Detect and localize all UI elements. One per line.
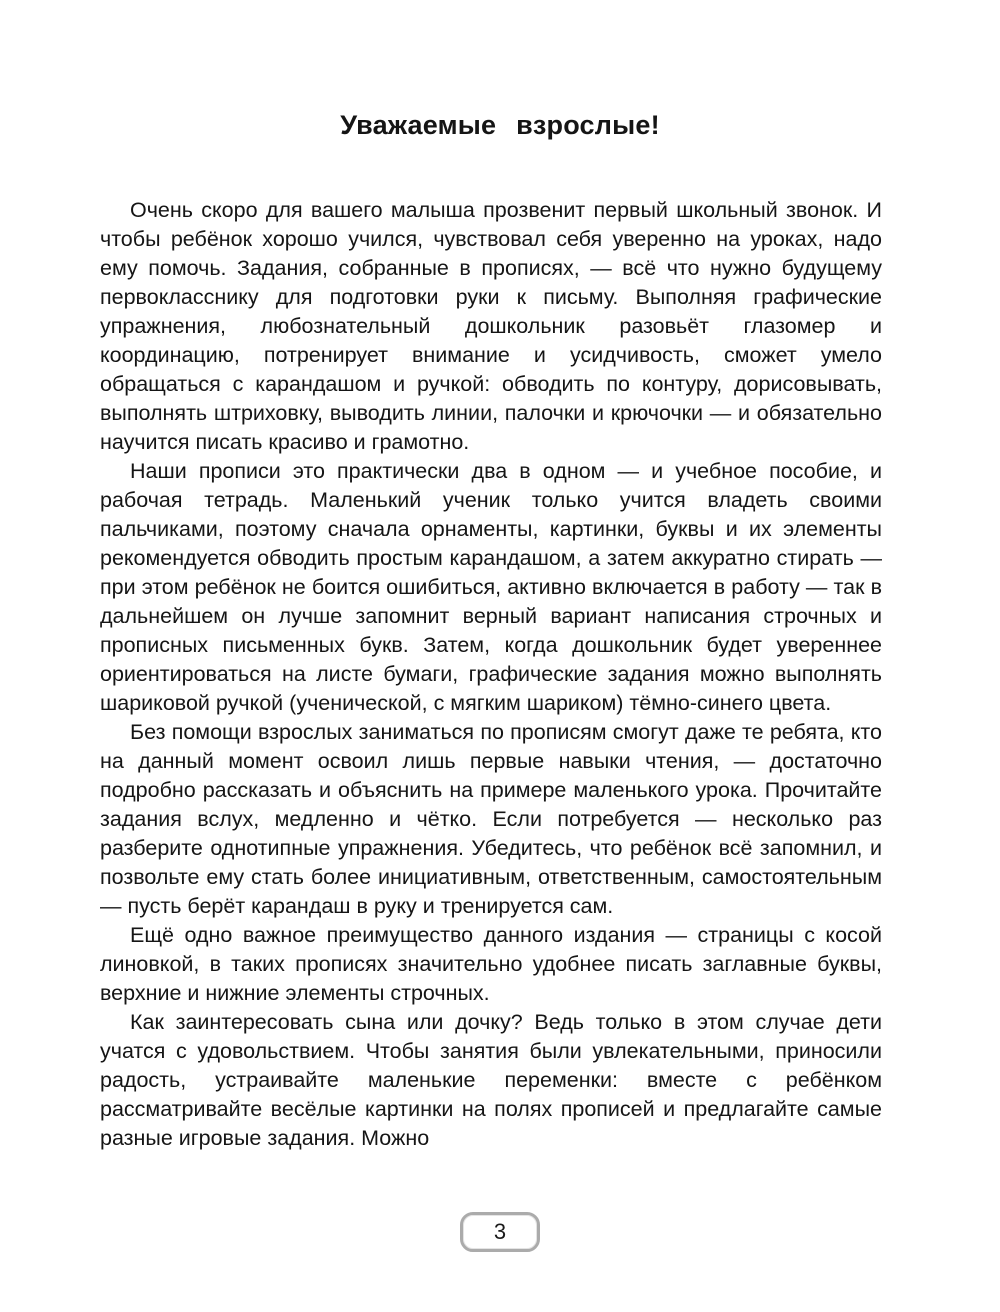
paragraph-1: Очень скоро для вашего малыша прозвенит первый школьный звонок. И чтобы ребёнок хорошо учился, чувствовал себя уверенно на уроках, надо ему помочь. Задания, собранные в прописях, — всё что нужно будущему первокласснику для подготовки руки к письму. Выполняя графические упражнения, любознательный дошкольник разовьёт глазомер и координацию, потренирует внимание и усидчивость, сможет умело обращаться с карандашом и ручкой: обводить по контуру, дорисовывать, выполнять штриховку, выводить линии, палочки и крючочки — и обязательно научится писать красиво и грамотно. [100,198,882,454]
paragraph-5: Как заинтересовать сына или дочку? Ведь только в этом случае дети учатся с удовольствием. Чтобы занятия были увлекательными, приносили радость, устраивайте маленькие переменки: вместе с ребёнком рассматривайте весёлые картинки на полях прописей и предлагайте самые разные игровые задания. Можно [100,1010,882,1150]
text-block [100,196,882,1153]
page-title: Уважаемые взрослые! [340,110,660,140]
paragraph-3: Без помощи взрослых заниматься по прописям смогут даже те ребята, кто на данный момент освоил лишь первые навыки чтения, — достаточно подробно рассказать и объяснить на примере маленького урока. Прочитайте задания вслух, медленно и чётко. Если потребуется — несколько раз разберите однотипные упражнения. Убедитесь, что ребёнок всё запомнил, и позвольте ему стать более инициативным, ответственным, самостоятельным — пусть берёт карандаш в руку и тренируется сам. [100,720,882,918]
paragraph-4: Ещё одно важное преимущество данного издания — страницы с косой линовкой, в таких прописях значительно удобнее писать заглавные буквы, верхние и нижние элементы строчных. [100,923,882,1005]
paragraph-2: Наши прописи это практически два в одном — и учебное пособие, и рабочая тетрадь. Маленький ученик только учится владеть своими пальчиками, поэтому сначала орнаменты, картинки, буквы и их элементы рекомендуется обводить простым карандашом, а затем аккуратно стирать — при этом ребёнок не боится ошибиться, активно включается в работу — так в дальнейшем он лучше запомнит верный вариант написания строчных и прописных письменных букв. Затем, когда дошкольник будет увереннее ориентироваться на листе бумаги, графические задания можно выполнять шариковой ручкой (ученической, с мягким шариком) тёмно-синего цвета. [100,459,882,715]
page-number-badge [460,1212,540,1252]
page-number: 3 [493,1219,507,1244]
